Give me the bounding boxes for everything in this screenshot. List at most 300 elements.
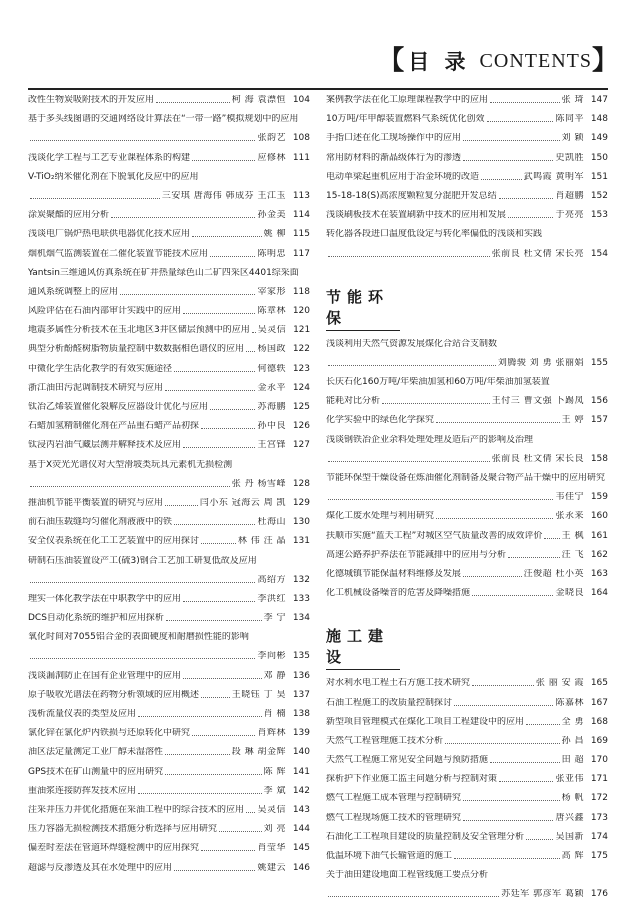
toc-entry xyxy=(326,358,608,368)
entry-page: 145 xyxy=(292,843,310,854)
toc-entry xyxy=(326,717,608,727)
leader-dots xyxy=(499,198,554,199)
entry-page: 131 xyxy=(292,536,310,547)
entry-title: 化工机械设备噪音的危害及降噪措施 xyxy=(326,588,471,599)
toc-entry xyxy=(28,728,310,738)
toc-entry xyxy=(28,249,310,259)
toc-right-top-list xyxy=(326,95,608,259)
toc-entry xyxy=(28,440,310,450)
toc-entry xyxy=(28,767,310,777)
entry-title: 浅谈刷板技术在装置刷新中技术的应用和发展 xyxy=(326,210,507,221)
entry-title: 典型分析酚醛树脂物质量控制中数数据相色谱仪的应用 xyxy=(28,344,245,355)
entry-author: 宰家形 xyxy=(257,286,286,297)
entry-author: 杜海山 xyxy=(257,517,286,528)
entry-author: 张前良 杜文倩 宋长良 xyxy=(491,453,584,464)
toc-entry xyxy=(326,793,608,803)
entry-page: 175 xyxy=(590,851,608,861)
entry-title: 关于油田建设地面工程管线施工要点分析 xyxy=(326,870,489,881)
leader-dots xyxy=(490,102,560,103)
entry-title: 高速公路养护养法在节能减排中的应用与分析 xyxy=(326,549,507,560)
entry-title: 浅谈钢铁冶企业余料处理处理及造后产的影响及治理 xyxy=(326,434,534,445)
entry-page: 142 xyxy=(292,785,310,796)
entry-author: 金永平 xyxy=(257,382,286,393)
contents-header xyxy=(378,46,618,76)
entry-page: 174 xyxy=(590,831,608,842)
header-title-en: CONTENTS xyxy=(479,49,592,72)
toc-entry xyxy=(326,229,608,239)
toc-entry xyxy=(326,531,608,541)
toc-entry xyxy=(326,95,608,105)
toc-entry xyxy=(326,774,608,784)
toc-entry xyxy=(28,229,310,239)
leader-dots xyxy=(463,160,553,161)
toc-entry xyxy=(326,870,608,880)
entry-author: 唐兴鑫 xyxy=(555,812,584,823)
entry-page: 137 xyxy=(292,689,310,700)
entry-author: 陈明忠 xyxy=(257,248,286,259)
entry-page: 157 xyxy=(590,415,608,426)
entry-page: 158 xyxy=(590,453,608,464)
leader-dots xyxy=(526,724,560,725)
header-bracket-right: 】 xyxy=(591,46,618,76)
toc-entry xyxy=(326,191,608,201)
entry-author: 刘腾骏 刘 勇 张丽娟 xyxy=(497,357,584,368)
toc-entry xyxy=(326,588,608,598)
entry-title: 原子吸收光谱法在药物分析领域的应用概述 xyxy=(28,689,200,700)
leader-dots xyxy=(544,538,559,539)
entry-title: 钛冶乙烯装置催化裂解反应器设计优化与应用 xyxy=(28,402,209,412)
toc-entry xyxy=(326,569,608,579)
toc-entry xyxy=(326,435,608,445)
entry-title: 常用防材料的渐晶级体行为的渗透 xyxy=(326,152,462,163)
toc-entry xyxy=(326,832,608,842)
toc-entry xyxy=(326,210,608,220)
toc-entry xyxy=(28,517,310,527)
leader-dots xyxy=(508,557,560,558)
entry-author: 张亚伟 xyxy=(555,774,584,785)
entry-page: 153 xyxy=(590,210,608,221)
entry-page: 162 xyxy=(590,549,608,560)
entry-author: 李洪红 xyxy=(257,593,286,604)
entry-author: 武鸣霞 黄明军 xyxy=(523,171,584,182)
entry-title: 扶顺市实施“蓝天工程”对城区空气质量改善的成效评价 xyxy=(326,530,543,541)
toc-entry xyxy=(28,383,310,393)
entry-page: 176 xyxy=(590,889,608,900)
toc-left-column xyxy=(28,95,310,882)
entry-page: 173 xyxy=(590,812,608,823)
entry-title: 燃气工程施工成本管理与控制研究 xyxy=(326,793,462,804)
toc-entry xyxy=(326,813,608,823)
entry-author: 陈同平 xyxy=(555,114,584,125)
entry-title: 风险评估在石油内部审计实践中的应用 xyxy=(28,306,182,317)
entry-title: 偏差时差法在管道环焊缝检测中的应用探究 xyxy=(28,843,200,854)
leader-dots xyxy=(454,858,560,859)
leader-dots xyxy=(463,140,560,141)
leader-dots xyxy=(210,409,255,410)
entry-title: 浅谈利用天然气资源发展煤化合站合支制数 xyxy=(326,338,498,349)
entry-page: 126 xyxy=(292,421,310,432)
entry-page: 141 xyxy=(292,766,310,777)
toc-entry xyxy=(28,479,310,489)
entry-author: 王宫锋 xyxy=(257,440,286,451)
leader-dots xyxy=(508,217,553,218)
entry-author: 韦佳宁 xyxy=(555,492,584,503)
entry-title: 10万吨/年甲醇装置燃料气系统优化创效 xyxy=(326,114,485,125)
entry-page: 143 xyxy=(292,804,310,815)
toc-entry xyxy=(28,287,310,297)
entry-page: 148 xyxy=(590,114,608,125)
entry-page: 111 xyxy=(292,152,310,163)
entry-title: 基于多头线图谱的交通网络设计算法在“一带一路”模拟规划中的应用 xyxy=(28,114,299,125)
toc-entry xyxy=(326,511,608,521)
toc-entry xyxy=(28,863,310,873)
leader-dots xyxy=(30,582,255,583)
entry-page: 115 xyxy=(292,229,310,240)
entry-page: 140 xyxy=(292,747,310,758)
entry-page: 130 xyxy=(292,517,310,528)
leader-dots xyxy=(30,658,255,659)
entry-page: 120 xyxy=(292,306,310,317)
entry-author: 何德轶 xyxy=(257,363,286,374)
entry-author: 张 琦 xyxy=(561,95,584,105)
toc-entry xyxy=(326,678,608,688)
entry-title: 氯化锌在氯化炉内铁损与还原转化中研究 xyxy=(28,728,191,739)
leader-dots xyxy=(138,716,262,717)
leader-dots xyxy=(165,390,255,391)
entry-author: 金晓良 xyxy=(555,588,584,599)
entry-page: 149 xyxy=(590,133,608,144)
entry-title: 基于X荧光光谱仪对大型滑坡类玩具元素机无损检测 xyxy=(28,459,233,470)
toc-entry xyxy=(28,805,310,815)
toc-entry xyxy=(326,153,608,163)
entry-page: 147 xyxy=(590,95,608,105)
entry-page: 146 xyxy=(292,862,310,873)
entry-title: 长庆石化160万吨/年柴油加氢和60万吨/年柴油加氢装置 xyxy=(326,377,550,388)
entry-page: 172 xyxy=(590,793,608,804)
entry-author: 肖莹华 xyxy=(257,843,286,854)
entry-title: 理实一体化教学法在中职教学中的应用 xyxy=(28,593,182,604)
leader-dots xyxy=(328,499,553,500)
leader-dots xyxy=(472,685,534,686)
entry-title: 石油工程施工的改质量控制探讨 xyxy=(326,697,453,708)
entry-author: 陈嘉林 xyxy=(555,697,584,708)
entry-page: 125 xyxy=(292,402,310,412)
entry-title: 能耗对比分析 xyxy=(326,396,381,407)
leader-dots xyxy=(30,198,160,199)
toc-entry xyxy=(28,498,310,508)
leader-dots xyxy=(328,896,499,897)
entry-author: 姚 柳 xyxy=(263,229,286,240)
entry-title: 浅析流量仪表的类型及应用 xyxy=(28,709,137,719)
entry-author: 高绍方 xyxy=(257,574,286,585)
entry-author: 孙中良 xyxy=(257,421,286,432)
leader-dots xyxy=(454,705,553,706)
entry-page: 117 xyxy=(292,248,310,259)
toc-right-column xyxy=(326,95,608,909)
entry-title: 探析护下作业施工监主问题分析与控制对策 xyxy=(326,774,498,785)
entry-author: 李向彬 xyxy=(257,651,286,662)
header-rule xyxy=(28,88,608,90)
entry-author: 史凯胜 xyxy=(555,152,584,163)
leader-dots xyxy=(30,486,230,487)
entry-author: 刘 颖 xyxy=(561,133,584,144)
toc-entry xyxy=(326,889,608,899)
leader-dots xyxy=(201,850,255,851)
toc-entry xyxy=(28,364,310,374)
entry-page: 132 xyxy=(292,574,310,585)
toc-entry xyxy=(28,153,310,163)
leader-dots xyxy=(183,313,255,314)
leader-dots xyxy=(174,870,255,871)
toc-entry xyxy=(326,415,608,425)
toc-right-bottom-list xyxy=(326,678,608,899)
entry-page: 160 xyxy=(590,511,608,522)
toc-entry xyxy=(326,396,608,406)
entry-title: 节能环保型干燥设备在炼油催化剂制备及聚合物产品干燥中的应用研究 xyxy=(326,473,606,483)
entry-page: 161 xyxy=(590,530,608,541)
entry-author: 陈章林 xyxy=(257,306,286,317)
entry-page: 151 xyxy=(590,171,608,182)
entry-author: 王付三 曹文强 卜踢凤 xyxy=(491,396,584,407)
entry-author: 张永来 xyxy=(555,511,584,522)
toc-entry xyxy=(326,454,608,464)
toc-entry xyxy=(326,133,608,143)
leader-dots xyxy=(201,543,236,544)
entry-author: 汪俊超 杜小英 xyxy=(523,568,584,579)
entry-author: 王晓钰 丁 昊 xyxy=(231,689,286,700)
toc-entry xyxy=(28,172,310,182)
toc-entry xyxy=(326,114,608,124)
leader-dots xyxy=(487,121,554,122)
leader-dots xyxy=(174,524,255,525)
leader-dots xyxy=(499,781,553,782)
leader-dots xyxy=(328,461,490,462)
entry-title: 地震多属性分析技术在玉北地区3井区储层预测中的应用 xyxy=(28,325,250,336)
toc-entry xyxy=(28,536,310,546)
entry-page: 156 xyxy=(590,396,608,407)
leader-dots xyxy=(183,601,255,602)
entry-page: 138 xyxy=(292,709,310,719)
toc-entry xyxy=(326,249,608,259)
entry-author: 刘 亮 xyxy=(263,824,286,835)
entry-page: 135 xyxy=(292,651,310,662)
leader-dots xyxy=(183,447,255,448)
entry-author: 张 丹 杨雪峰 xyxy=(231,478,286,489)
entry-author: 王 枫 xyxy=(561,530,584,541)
leader-dots xyxy=(472,595,553,596)
entry-author: 苏海鹏 xyxy=(257,402,286,412)
toc-entry xyxy=(28,613,310,623)
entry-page: 165 xyxy=(590,678,608,689)
entry-title: 低温环境下油气长输管道的施工 xyxy=(326,851,453,861)
entry-title: 转化器各段进口温度低设定与转化率偏低的浅谈和实践 xyxy=(326,229,543,240)
toc-entry xyxy=(326,698,608,708)
toc-entry xyxy=(326,755,608,765)
entry-title: 注采井压力井优化措施在采油工程中的综合技术的应用 xyxy=(28,804,245,815)
toc-entry xyxy=(326,377,608,387)
entry-author: 李 斌 xyxy=(263,785,286,796)
entry-title: 重油浆连接防挥发技术应用 xyxy=(28,785,137,796)
entry-title: 浅谈化学工程与工艺专业课程体系的构建 xyxy=(28,152,191,163)
toc-entry xyxy=(28,325,310,335)
entry-title: 电动单梁起重机应用于冶金环境的改造 xyxy=(326,171,480,182)
toc-entry xyxy=(326,473,608,483)
entry-author: 三安琪 唐海伟 韩成芬 王江玉 xyxy=(161,190,286,201)
entry-author: 李 宁 xyxy=(263,613,286,624)
toc-entry xyxy=(326,550,608,560)
entry-title: 通风系统调整上的应用 xyxy=(28,286,119,297)
entry-author: 田 超 xyxy=(561,755,584,766)
entry-author: 段 琳 胡金辉 xyxy=(231,747,286,758)
entry-title: 对水利水电工程土石方施工技术研究 xyxy=(326,678,471,689)
entry-title: DCS自动化系统的维护和应用探析 xyxy=(28,613,164,624)
toc-entry xyxy=(28,786,310,796)
leader-dots xyxy=(192,735,255,736)
entry-author: 肖超鹏 xyxy=(555,190,584,201)
leader-dots xyxy=(165,774,262,775)
entry-page: 114 xyxy=(292,210,310,221)
entry-title: 压力容器无损检测技术措施分析选择与应用研究 xyxy=(28,824,218,835)
leader-dots xyxy=(201,428,255,429)
entry-page: 170 xyxy=(590,755,608,766)
entry-title: 手指口述在化工现场操作中的应用 xyxy=(326,133,462,144)
entry-author: 柯 海 袁漂恒 xyxy=(231,95,286,105)
toc-entry xyxy=(28,402,310,412)
toc-entry xyxy=(28,114,310,124)
toc-entry xyxy=(28,210,310,220)
entry-author: 姚建云 xyxy=(257,862,286,873)
toc-entry xyxy=(326,736,608,746)
entry-title: 浅谈电厂锅炉热电联供电器优化技术应用 xyxy=(28,229,191,240)
entry-page: 164 xyxy=(590,588,608,599)
toc-entry xyxy=(28,651,310,661)
entry-page: 108 xyxy=(292,133,310,144)
entry-page: 104 xyxy=(292,95,310,105)
entry-title: 案例教学法在化工原理课程教学中的应用 xyxy=(326,95,489,105)
toc-entry xyxy=(326,172,608,182)
toc-entry xyxy=(28,575,310,585)
toc-entry xyxy=(28,671,310,681)
entry-title: 石蜡加氢精制催化剂在产品重石蜡产品初探 xyxy=(28,421,200,432)
entry-page: 155 xyxy=(590,357,608,368)
leader-dots xyxy=(192,160,255,161)
entry-title: GPS技术在矿山测量中的应用研究 xyxy=(28,766,164,777)
entry-page: 150 xyxy=(590,152,608,163)
entry-page: 121 xyxy=(293,325,310,336)
entry-title: V-TiO₂纳米催化剂在下脱氧化反应中的应用 xyxy=(28,171,199,182)
entry-title: 涂炭聚酯的应用分析 xyxy=(28,210,110,221)
entry-title: 安全仪表系统在化工工艺装置中的应用探讨 xyxy=(28,536,200,547)
leader-dots xyxy=(192,236,262,237)
toc-entry xyxy=(28,460,310,470)
entry-author: 高 辉 xyxy=(561,851,584,861)
entry-author: 于亮亮 xyxy=(555,210,584,221)
entry-title: 煤化工废水处理与利用研究 xyxy=(326,511,435,522)
leader-dots xyxy=(165,505,198,506)
entry-author: 林 伟 汪 晶 xyxy=(237,536,286,547)
entry-author: 应修林 xyxy=(257,152,286,163)
leader-dots xyxy=(328,256,490,257)
leader-dots xyxy=(210,256,255,257)
entry-title: 前石油压载缝均匀催化剂液液中的铁 xyxy=(28,517,173,528)
leader-dots xyxy=(201,697,230,698)
entry-author: 吴国新 xyxy=(555,831,584,842)
entry-title: 改性生物炭吸附技术的开发应用 xyxy=(28,95,155,105)
entry-title: 钛浸丙岩油气藏层测井解释技术及应用 xyxy=(28,440,182,451)
leader-dots xyxy=(436,518,553,519)
entry-title: 15-18-18(S)高浓度颗粒复分混肥开发总结 xyxy=(326,190,497,201)
entry-title: 超滤与反渗透及其在水处理中的应用 xyxy=(28,862,173,873)
entry-title: 天然气工程管理施工技术分析 xyxy=(326,735,444,746)
entry-page: 168 xyxy=(590,716,608,727)
toc-entry xyxy=(28,843,310,853)
leader-dots xyxy=(252,332,256,333)
entry-page: 118 xyxy=(292,286,310,297)
entry-author: 杨 帆 xyxy=(561,793,584,804)
header-title-cn: 目 录 xyxy=(408,49,470,74)
toc-entry xyxy=(326,851,608,861)
leader-dots xyxy=(219,831,262,832)
leader-dots xyxy=(463,820,553,821)
entry-author: 全 勇 xyxy=(561,716,584,727)
leader-dots xyxy=(138,793,262,794)
entry-page: 152 xyxy=(590,190,608,201)
entry-title: 化学实验中的绿色化学探究 xyxy=(326,415,435,426)
entry-author: 汪 飞 xyxy=(561,549,584,560)
entry-page: 124 xyxy=(292,382,310,393)
leader-dots xyxy=(328,365,496,366)
entry-author: 苏廷军 郭彦军 葛颖 xyxy=(501,889,584,900)
entry-page: 154 xyxy=(590,248,608,259)
leader-dots xyxy=(463,800,560,801)
leader-dots xyxy=(166,620,262,621)
toc-entry xyxy=(28,556,310,566)
toc-entry xyxy=(28,268,310,278)
entry-title: 天然气工程施工常见安全问题与预防措施 xyxy=(326,755,489,766)
leader-dots xyxy=(174,371,255,372)
entry-page: 123 xyxy=(292,363,310,374)
entry-title: 浙江油田污泥调制技术研究与应用 xyxy=(28,382,164,393)
leader-dots xyxy=(445,743,560,744)
entry-page: 127 xyxy=(292,440,310,451)
entry-title: 氧化时间对7055铝合金的表面硬度和耐磨损性能的影响 xyxy=(28,632,249,643)
toc-entry xyxy=(28,824,310,834)
leader-dots xyxy=(183,678,262,679)
toc-entry xyxy=(28,306,310,316)
leader-dots xyxy=(490,762,560,763)
entry-page: 134 xyxy=(292,613,310,624)
toc-entry xyxy=(28,421,310,431)
entry-author: 孙金美 xyxy=(257,210,286,221)
entry-title: 研制石压油装置设产工(硫3)钢合工艺加工研复低故及应用 xyxy=(28,555,257,566)
toc-entry xyxy=(28,95,310,105)
entry-title: 化德城镇节能保温材料维修及发展 xyxy=(326,568,462,579)
entry-author: 闫小东 冠海云 周 凯 xyxy=(199,497,286,508)
entry-title: 燃气工程现场施工技术的管理研究 xyxy=(326,812,462,823)
toc-entry xyxy=(28,133,310,143)
entry-title: 推油机节能平衡装置的研究与应用 xyxy=(28,497,164,508)
toc-entry xyxy=(28,632,310,642)
leader-dots xyxy=(481,179,522,180)
toc-right-mid-list xyxy=(326,339,608,598)
leader-dots xyxy=(156,102,230,103)
leader-dots xyxy=(30,140,255,141)
leader-dots xyxy=(111,217,255,218)
leader-dots xyxy=(246,351,255,352)
leader-dots xyxy=(382,403,490,404)
entry-page: 159 xyxy=(590,492,608,503)
entry-title: 石油化工工程项目建设的质量控制及安全管理分析 xyxy=(326,831,525,842)
